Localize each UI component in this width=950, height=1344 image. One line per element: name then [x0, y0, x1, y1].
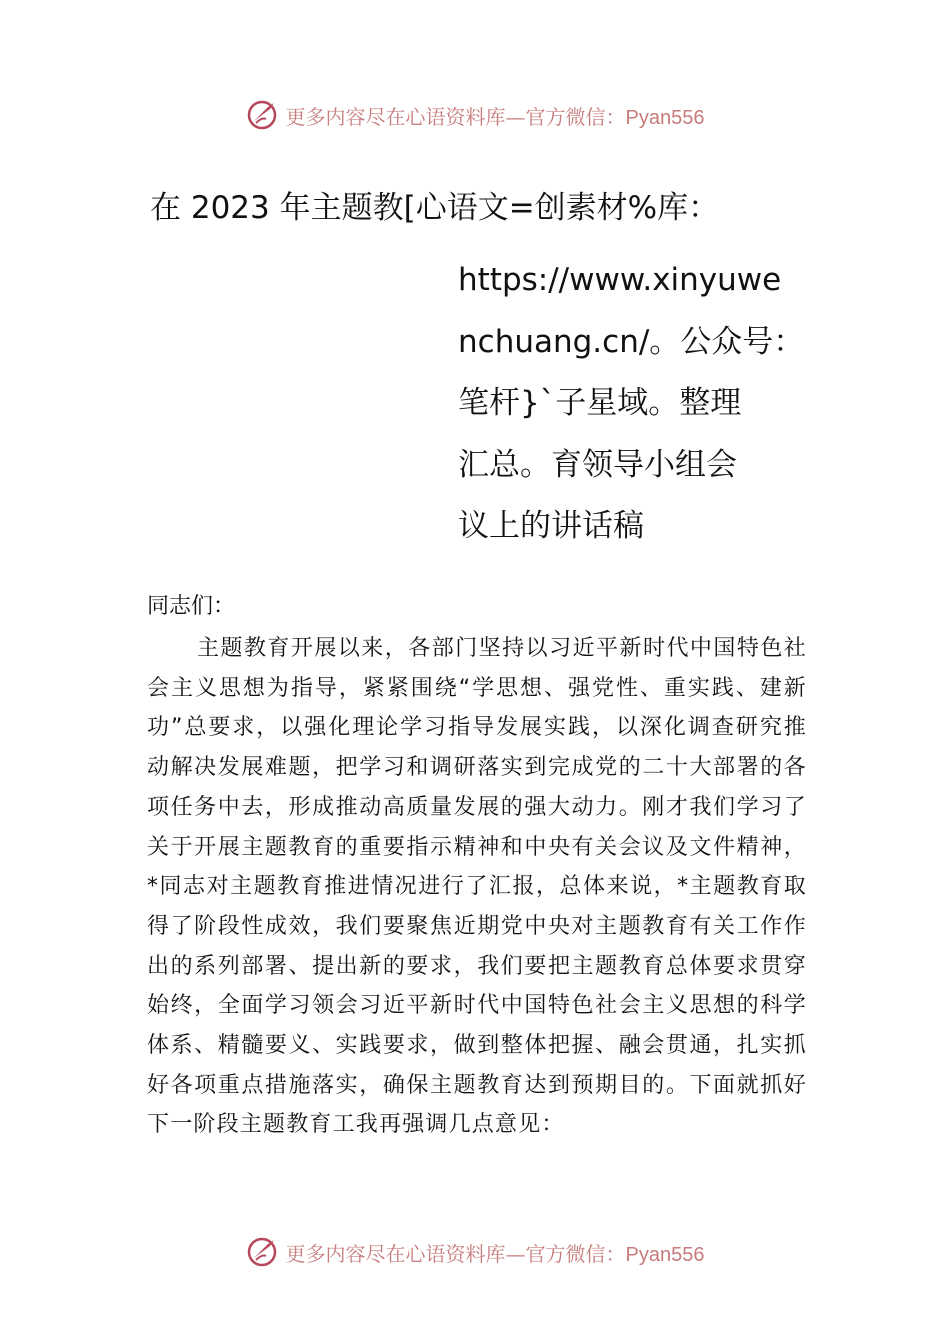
body-paragraph: 主题教育开展以来，各部门坚持以习近平新时代中国特色社会主义思想为指导，紧紧围绕“学思想、强党性、重实践、建新功”总要求，以强化理论学习指导发展实践，以深化调查研究推动解决发展难题，把学习和调研落实到完成党的二十大部署的各项任务中去，形成推动高质量发展的强大动力。刚才我们学习了关于开展主题教育的重要指示精神和中央有关会议及文件精神，*同志对主题教育推进情况进行了汇报，总体来说，*主题教育取得了阶段性成效，我们要聚焦近期党中央对主题教育有关工作作出的系列部署、提出新的要求，我们要把主题教育总体要求贯穿始终，全面学习领会习近平新时代中国特色社会主义思想的科学体系、精髓要义、实践要求，做到整体把握、融会贯通，扎实抓好各项重点措施落实，确保主题教育达到预期目的。下面就抓好下一阶段主题教育工我再强调几点意见： [147, 636, 807, 1138]
title-line: 议上的讲话稿 [458, 508, 644, 544]
title-line: nchuang.cn/。公众号： [458, 323, 805, 360]
title-continuation [458, 250, 838, 558]
footer-banner [0, 1232, 950, 1272]
wechat-id: Pyan556 [625, 106, 705, 129]
greeting: 同志们： [147, 594, 236, 619]
title-line: 汇总。育领导小组会 [458, 446, 737, 483]
logo-icon [246, 1234, 282, 1270]
title-line: 笔杆}`子星域。整理 [458, 385, 742, 421]
banner-text: 更多内容尽在心语资料库—官方微信：Pyan556 [285, 104, 705, 129]
wechat-id: Pyan556 [625, 1243, 705, 1266]
title-line: https://www.xinyuwe [458, 262, 782, 298]
logo-icon [246, 97, 282, 133]
banner-text: 更多内容尽在心语资料库—官方微信：Pyan556 [285, 1241, 705, 1266]
header-banner [0, 95, 950, 135]
title-line-1: 在 2023 年主题教[心语文=创素材%库： [150, 190, 720, 226]
